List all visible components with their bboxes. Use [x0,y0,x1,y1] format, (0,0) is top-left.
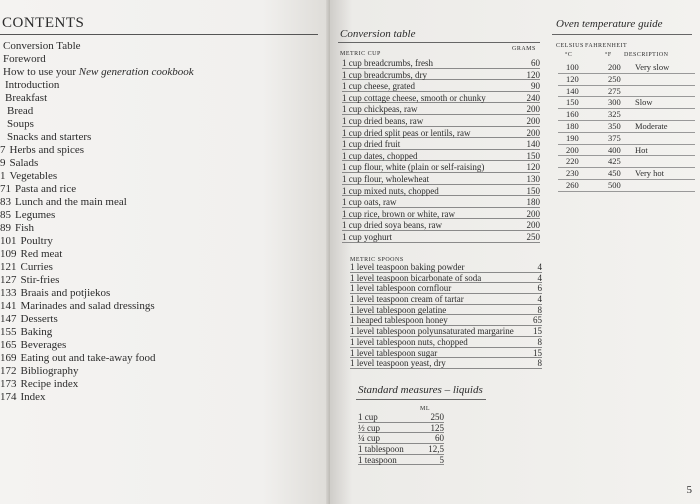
table-row [558,121,695,133]
toc-entry-title: Stir-fries [20,274,60,286]
measure: 1 teaspoon [358,454,397,465]
toc-entry-title: Foreword [3,53,46,65]
ingredient: 1 cup dates, chopped [342,150,418,161]
celsius-value: 100 [566,62,579,72]
table-row [342,92,540,104]
ingredient: 1 level tablespoon cornflour [350,283,452,294]
table-row [350,315,542,326]
table-row [350,348,542,359]
ingredient: 1 cup mixed nuts, chopped [342,185,439,196]
toc-entry [0,105,194,118]
grams-value: 8 [537,358,542,369]
table-row [358,455,444,466]
description-value: Slow [635,97,653,108]
grams-value: 150 [526,185,540,196]
table-row [350,326,542,337]
grams-value: 240 [526,92,540,103]
ingredient: 1 cup rice, brown or white, raw [342,208,455,219]
toc-entry [0,40,194,53]
ingredient: 1 level tablespoon gelatine [350,304,447,315]
toc-entry-title: Braais and potjiekos [20,287,111,299]
celsius-value: 190 [566,132,579,143]
toc-entry-title: Desserts [20,313,58,325]
toc-entry [0,235,194,248]
table-row [350,305,542,316]
ingredient: 1 level teaspoon bicarbonate of soda [350,272,482,283]
measure: ½ cup [358,422,380,433]
grams-value: 60 [531,58,540,68]
toc-entry-title: Vegetables [9,170,58,182]
measure: 1 cup [358,412,378,422]
toc-page-number: 169 [0,352,17,364]
ml-value: 125 [430,422,444,433]
toc-entry-title: How to use your New generation cookbook [3,66,194,78]
toc-entry-title: Salads [9,157,39,169]
toc-entry [0,287,194,300]
celsius-value: 160 [566,109,579,120]
toc-entry [0,261,194,274]
fahrenheit-value: 275 [608,85,621,96]
toc-entry [0,300,194,313]
toc-page-number: 174 [0,391,17,403]
celsius-unit: °C [565,52,573,58]
liquids-table [358,412,444,465]
grams-value: 200 [526,104,540,115]
table-row [342,80,540,92]
ingredient: 1 cup yoghurt [342,231,392,242]
table-row [558,145,695,157]
ml-value: 60 [435,433,444,444]
toc-entry [0,183,194,196]
table-row [558,168,695,180]
toc-entry-title: Conversion Table [3,40,81,52]
table-row [558,133,695,145]
metric-cup-heading: METRIC CUP [340,51,381,57]
page-number: 5 [686,484,692,496]
ingredient: 1 cup breadcrumbs, dry [342,69,427,80]
fahrenheit-value: 200 [608,62,621,72]
oven-guide-title: Oven temperature guide [556,18,663,30]
fahrenheit-value: 300 [608,97,621,108]
ingredient: 1 cup dried split peas or lentils, raw [342,127,471,138]
conversion-title-rule [338,42,540,43]
ml-heading: ML [420,406,430,412]
toc-page-number: 133 [0,287,17,299]
ingredient: 1 level tablespoon nuts, chopped [350,336,468,347]
measure: 1 tablespoon [358,444,404,455]
table-row [358,444,444,455]
toc-page-number: 101 [0,235,17,247]
grams-value: 120 [526,69,540,80]
ingredient: 1 level tablespoon sugar [350,347,438,358]
toc-page-number: 7 [0,144,6,156]
table-row [358,433,444,444]
toc-entry-title: Breakfast [5,92,48,104]
toc-entry [0,209,194,222]
grams-value: 200 [526,220,540,231]
toc-page-number: 147 [0,313,17,325]
book-title-italic: New generation cookbook [78,66,194,78]
toc-entry [0,365,194,378]
description-value: Very hot [635,168,665,179]
toc-entry [0,391,194,404]
fahrenheit-value: 375 [608,132,621,143]
toc-entry-title: Fish [15,222,34,234]
description-value: Hot [635,144,648,155]
toc-entry [0,222,194,235]
toc-entry-title: Curries [20,261,53,273]
liquids-title: Standard measures – liquids [358,384,483,396]
celsius-value: 150 [566,97,579,108]
table-row [342,208,540,220]
table-row [350,273,542,284]
grams-heading: GRAMS [512,46,536,52]
table-row [350,262,542,273]
toc-entry [0,53,194,66]
ingredient: 1 level teaspoon cream of tartar [350,294,464,305]
toc-entry-title: Snacks and starters [7,131,92,143]
ingredient: 1 cup flour, white (plain or self-raising) [342,162,485,173]
table-row [342,127,540,139]
ingredient: 1 cup oats, raw [342,197,397,208]
toc-entry [0,274,194,287]
table-row [342,185,540,197]
toc-page-number: 89 [0,222,11,234]
table-row [342,196,540,208]
grams-value: 8 [537,336,542,347]
metric-spoons-heading: METRIC SPOONS [350,257,404,263]
toc-page-number: 141 [0,300,17,312]
toc-page-number: 1 [0,170,6,182]
table-row [342,115,540,127]
grams-value: 120 [526,162,540,173]
grams-value: 4 [537,272,542,283]
grams-value: 90 [531,81,540,92]
toc-entry-title: Lunch and the main meal [15,196,127,208]
description-value [635,86,695,97]
toc-page-number: 109 [0,248,17,260]
table-row [358,423,444,434]
left-page [0,0,328,504]
table-row [558,74,695,86]
metric-cup-table [342,57,540,243]
oven-temperature-table [558,62,695,192]
ingredient: 1 level tablespoon polyunsaturated margarine [350,326,514,337]
table-row [558,180,695,192]
grams-value: 15 [533,326,542,337]
table-row [358,412,444,423]
fahrenheit-unit: °F [605,52,612,58]
description-value [635,180,695,191]
toc-entry [0,66,194,79]
table-row [350,294,542,305]
description-value [635,156,695,167]
table-row [342,69,540,81]
ingredient: 1 level teaspoon baking powder [350,262,465,272]
toc-entry [0,196,194,209]
description-value: Moderate [635,120,668,131]
celsius-value: 230 [566,168,579,179]
grams-value: 15 [533,347,542,358]
table-row [342,173,540,185]
celsius-heading: CELSIUS [556,43,584,49]
table-row [342,103,540,115]
conversion-table-title: Conversion table [340,28,416,40]
toc-entry-title: Bibliography [20,365,79,377]
table-row [342,57,540,69]
metric-spoons-table [350,262,542,369]
toc-entry [0,339,194,352]
fahrenheit-value: 325 [608,109,621,120]
toc-entry-title: Legumes [15,209,56,221]
toc-page-number: 121 [0,261,17,273]
table-row [342,138,540,150]
fahrenheit-value: 425 [608,156,621,167]
fahrenheit-value: 400 [608,144,621,155]
table-row [342,150,540,162]
toc-entry-title: Recipe index [20,378,79,390]
toc-page-number: 165 [0,339,17,351]
toc-page-number: 83 [0,196,11,208]
toc-entry [0,79,194,92]
table-row [558,97,695,109]
toc-entry-title: Marinades and salad dressings [20,300,155,312]
description-value: Very slow [635,62,670,72]
description-value [635,109,695,120]
ingredient: 1 heaped tablespoon honey [350,315,448,326]
toc-entry-title: Poultry [20,235,53,247]
oven-title-rule [552,34,692,35]
celsius-value: 220 [566,156,579,167]
grams-value: 150 [526,150,540,161]
toc-entry [0,378,194,391]
toc-page-number: 172 [0,365,17,377]
table-row [342,161,540,173]
toc-entry [0,157,194,170]
description-value [635,133,695,144]
fahrenheit-value: 250 [608,73,621,84]
ingredient: 1 cup breadcrumbs, fresh [342,58,433,68]
table-row [350,358,542,369]
grams-value: 8 [537,304,542,315]
description-value [635,74,695,85]
ingredient: 1 cup dried fruit [342,139,401,150]
toc-page-number: 9 [0,157,6,169]
measure: ¼ cup [358,433,380,444]
ingredient: 1 cup chickpeas, raw [342,104,418,115]
ingredient: 1 cup cottage cheese, smooth or chunky [342,92,486,103]
grams-value: 4 [537,262,542,272]
contents-list [0,40,194,404]
description-heading: DESCRIPTION [624,52,669,58]
table-row [342,231,540,243]
toc-entry [0,170,194,183]
toc-entry-title: Bread [7,105,34,117]
ml-value: 5 [439,454,444,465]
grams-value: 140 [526,139,540,150]
toc-entry [0,352,194,365]
table-row [350,337,542,348]
toc-entry-title: Eating out and take-away food [20,352,156,364]
contents-title: CONTENTS [2,15,85,31]
liquids-title-rule [356,399,486,400]
table-row [342,219,540,231]
ingredient: 1 cup cheese, grated [342,81,415,92]
celsius-value: 260 [566,179,579,190]
toc-entry-title: Beverages [20,339,67,351]
toc-page-number: 71 [0,183,11,195]
fahrenheit-value: 500 [608,179,621,190]
toc-entry-title: Red meat [20,248,63,260]
table-row [350,283,542,294]
celsius-value: 180 [566,120,579,131]
toc-entry [0,326,194,339]
toc-entry [0,144,194,157]
toc-page-number: 173 [0,378,17,390]
toc-entry [0,248,194,261]
toc-entry [0,118,194,131]
ml-value: 12,5 [428,444,444,455]
table-row [558,62,695,74]
toc-entry-title: Introduction [5,79,60,91]
toc-page-number: 85 [0,209,11,221]
ingredient: 1 cup dried beans, raw [342,115,424,126]
ingredient: 1 cup dried soya beans, raw [342,220,442,231]
toc-page-number: 127 [0,274,17,286]
celsius-value: 140 [566,85,579,96]
grams-value: 200 [526,208,540,219]
table-row [558,109,695,121]
toc-entry-title: Herbs and spices [9,144,85,156]
ingredient: 1 level teaspoon yeast, dry [350,358,446,369]
table-row [558,156,695,168]
grams-value: 250 [526,231,540,242]
toc-entry [0,131,194,144]
celsius-value: 120 [566,73,579,84]
grams-value: 180 [526,197,540,208]
toc-entry [0,92,194,105]
grams-value: 130 [526,173,540,184]
toc-entry-title: Soups [7,118,34,130]
celsius-value: 200 [566,144,579,155]
table-row [558,86,695,98]
toc-entry-title: Pasta and rice [15,183,77,195]
toc-entry [0,313,194,326]
ingredient: 1 cup flour, wholewheat [342,173,430,184]
fahrenheit-value: 450 [608,168,621,179]
fahrenheit-heading: FAHRENHEIT [585,43,628,49]
toc-entry-title: Index [20,391,46,403]
grams-value: 200 [526,115,540,126]
fahrenheit-value: 350 [608,120,621,131]
contents-rule [0,34,318,35]
grams-value: 4 [537,294,542,305]
toc-page-number: 155 [0,326,17,338]
grams-value: 200 [526,127,540,138]
ml-value: 250 [430,412,444,422]
toc-entry-title: Baking [20,326,53,338]
grams-value: 65 [533,315,542,326]
grams-value: 6 [537,283,542,294]
